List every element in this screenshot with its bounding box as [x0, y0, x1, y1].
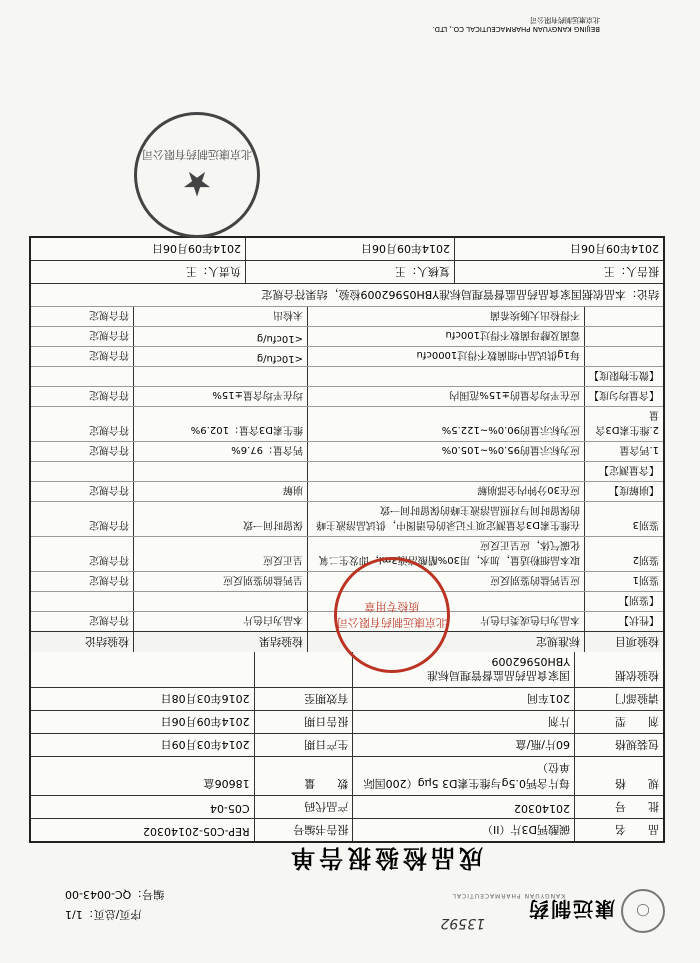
- info-row: [31, 818, 663, 841]
- logo-mark: ◯: [621, 889, 665, 933]
- test-standard: [307, 367, 584, 386]
- test-conclusion: 符合规定: [89, 349, 129, 360]
- test-result: 呈钙盐的鉴别反应: [133, 572, 307, 591]
- test-conclusion: 符合规定: [89, 309, 129, 320]
- date-3: 2014年09月06日: [152, 242, 241, 255]
- test-row: [31, 441, 663, 461]
- test-standard: 应在30分钟内全部崩解: [307, 482, 584, 501]
- red-seal-text: 北京康远制药有限公司质检专用章: [337, 600, 447, 629]
- red-seal: [334, 557, 450, 673]
- test-standard: 本品为白色或类白色片: [307, 612, 584, 631]
- label: 品 名: [574, 819, 663, 841]
- reporter: [454, 261, 663, 283]
- value: 每片含钙0.5g与维生素D3 5μg（200国际单位）: [352, 757, 574, 795]
- test-conclusion: 符合规定: [89, 519, 129, 530]
- test-conclusion: 符合规定: [89, 444, 129, 455]
- test-row: [31, 406, 663, 441]
- test-result: [133, 367, 307, 386]
- reporter-name: 王: [604, 265, 615, 278]
- footer: [100, 15, 600, 33]
- test-row: [31, 501, 663, 536]
- date-1: 2014年09月06日: [454, 238, 663, 260]
- info-row: [31, 756, 663, 795]
- test-result: <10cfu/g: [133, 327, 307, 346]
- test-item: 【崩解度】: [584, 482, 663, 501]
- approver-name: 王: [186, 265, 197, 278]
- label: 有效期至: [254, 688, 353, 710]
- label: [254, 652, 353, 687]
- label: 批 号: [574, 796, 663, 818]
- test-row: [31, 386, 663, 406]
- test-standard: 每1g供试品中细菌数不得过1000cfu: [307, 347, 584, 366]
- footer-company: 北京康远制药有限公司: [530, 16, 600, 24]
- conclusion: 结论：本品依据国家食品药品监督管理局标准YBH05962009检验，结果符合规定: [261, 288, 659, 301]
- value: 片剂: [352, 711, 574, 733]
- reporter-label: 报告人：: [615, 265, 659, 278]
- label: 报告书编号: [254, 819, 353, 841]
- value: REP-C05-20140302: [143, 825, 250, 838]
- test-standard: [307, 462, 584, 481]
- column-header: 标准规定: [307, 632, 584, 652]
- test-standard: 应为标示量的95.0%~105.0%: [307, 442, 584, 461]
- value: 60片/瓶/盒: [352, 734, 574, 756]
- test-result: 均在平均含量±15%: [133, 387, 307, 406]
- test-item: 鉴别3: [584, 502, 663, 536]
- test-conclusion: 符合规定: [89, 554, 129, 565]
- test-row: [31, 461, 663, 481]
- value: 18606盒: [203, 777, 250, 790]
- test-conclusion: [40, 592, 133, 611]
- value: 碳酸钙D3片（II）: [352, 819, 574, 841]
- test-standard: 霉菌及酵母菌数不得过100cfu: [307, 327, 584, 346]
- label: 检验依据: [574, 652, 663, 687]
- info-row: [31, 733, 663, 756]
- test-item: 【含量测定】: [584, 462, 663, 481]
- star-icon: ★: [181, 163, 213, 203]
- value: 2014年03月09日: [160, 738, 250, 751]
- test-row: [31, 346, 663, 366]
- test-result: 维生素D3含量：102.9%: [133, 407, 307, 441]
- value: 2014年09月06日: [160, 715, 250, 728]
- label: 数 量: [254, 757, 353, 795]
- test-conclusion: 符合规定: [89, 329, 129, 340]
- value: 20140302: [352, 796, 574, 818]
- test-conclusion: 符合规定: [89, 389, 129, 400]
- brand-text: 康远制药: [527, 897, 615, 922]
- test-result: 本品为白色片: [133, 612, 307, 631]
- test-result: 未检出: [133, 307, 307, 326]
- test-standard: 应为标示量的90.0%~122.5%: [307, 407, 584, 441]
- label: 生产日期: [254, 734, 353, 756]
- test-item: [584, 327, 663, 346]
- value: 201车间: [352, 688, 574, 710]
- info-rows: [31, 652, 663, 841]
- test-conclusion: [40, 462, 133, 481]
- test-item: 鉴别1: [584, 572, 663, 591]
- checker: [245, 261, 454, 283]
- test-result: [133, 592, 307, 611]
- test-result: [133, 462, 307, 481]
- gray-seal: [134, 112, 260, 238]
- test-item: [584, 347, 663, 366]
- test-result: <10cfu/g: [133, 347, 307, 366]
- handwritten-number: 13592: [440, 915, 485, 931]
- test-row: [31, 326, 663, 346]
- test-standard: 不得检出大肠埃希菌: [307, 307, 584, 326]
- column-header: 检验项目: [584, 632, 663, 652]
- signature-row: [31, 260, 663, 283]
- page-info: 序页/总页：1/1: [65, 908, 142, 921]
- test-conclusion: 符合规定: [89, 574, 129, 585]
- approver: [37, 261, 245, 283]
- test-item: 【性状】: [584, 612, 663, 631]
- test-item: [584, 307, 663, 326]
- info-row: [31, 652, 663, 687]
- test-conclusion: 符合规定: [89, 614, 129, 625]
- test-row: [31, 366, 663, 386]
- test-item: 【微生物限度】: [584, 367, 663, 386]
- report-table: [29, 236, 665, 843]
- value: 2016年03月08日: [160, 692, 250, 705]
- test-result: 崩解: [133, 482, 307, 501]
- info-row: [31, 687, 663, 710]
- test-result: 钙含量：97.6%: [133, 442, 307, 461]
- document-number: 编号：QC-0043-00: [65, 888, 165, 901]
- test-item: 鉴别2: [584, 537, 663, 571]
- report-title: 成品检验报告单: [287, 844, 483, 872]
- test-conclusion: 符合规定: [89, 484, 129, 495]
- checker-label: 复核人：: [406, 265, 450, 278]
- test-row: [31, 306, 663, 326]
- label: 规 格: [574, 757, 663, 795]
- test-standard: 应呈钙盐的鉴别反应: [307, 572, 584, 591]
- label: 剂 型: [574, 711, 663, 733]
- date-row: [31, 238, 663, 260]
- test-standard: 在维生素D3含量测定项下记录的色谱图中，供试品溶液主峰的保留时间与对照品溶液主峰的保留时间一致: [307, 502, 584, 536]
- gray-seal-text: 北京康远制药有限公司: [142, 148, 252, 161]
- brand-english: KANGYUAN PHARMACEUTICAL: [451, 892, 565, 899]
- test-result: 呈正反应: [133, 537, 307, 571]
- test-row: [31, 481, 663, 501]
- test-row: [31, 536, 663, 571]
- test-item: 【含量均匀度】: [584, 387, 663, 406]
- test-item: 2.维生素D3含量: [584, 407, 663, 441]
- label: 产品代码: [254, 796, 353, 818]
- value: [31, 652, 254, 687]
- column-header: 检验结果: [133, 632, 307, 652]
- test-conclusion: 符合规定: [89, 424, 129, 435]
- test-standard: 取本品细粉适量，加水，用30%醋酸溶液3ml，即发生二氧化碳气体，应呈正反应: [307, 537, 584, 571]
- conclusion-row: [31, 283, 663, 306]
- test-standard: 应在平均含量的±15%范围内: [307, 387, 584, 406]
- value: C05-04: [209, 802, 250, 815]
- approver-label: 负责人：: [197, 265, 241, 278]
- info-row: [31, 710, 663, 733]
- column-header: 检验结论: [85, 635, 129, 648]
- footer-company-en: BEIJING KANGYUAN PHARMACEUTICAL CO., LTD.: [432, 25, 600, 33]
- test-conclusion: [40, 367, 133, 386]
- date-2: 2014年09月06日: [245, 238, 454, 260]
- test-item: 1.钙含量: [584, 442, 663, 461]
- test-item: 【鉴别】: [584, 592, 663, 611]
- checker-name: 王: [395, 265, 406, 278]
- value: 国家食品药品监督管理局标准YBH05962009: [352, 652, 574, 687]
- test-result: 保留时间一致: [133, 502, 307, 536]
- label: 报告日期: [254, 711, 353, 733]
- info-row: [31, 795, 663, 818]
- label: 包装规格: [574, 734, 663, 756]
- label: 请验部门: [574, 688, 663, 710]
